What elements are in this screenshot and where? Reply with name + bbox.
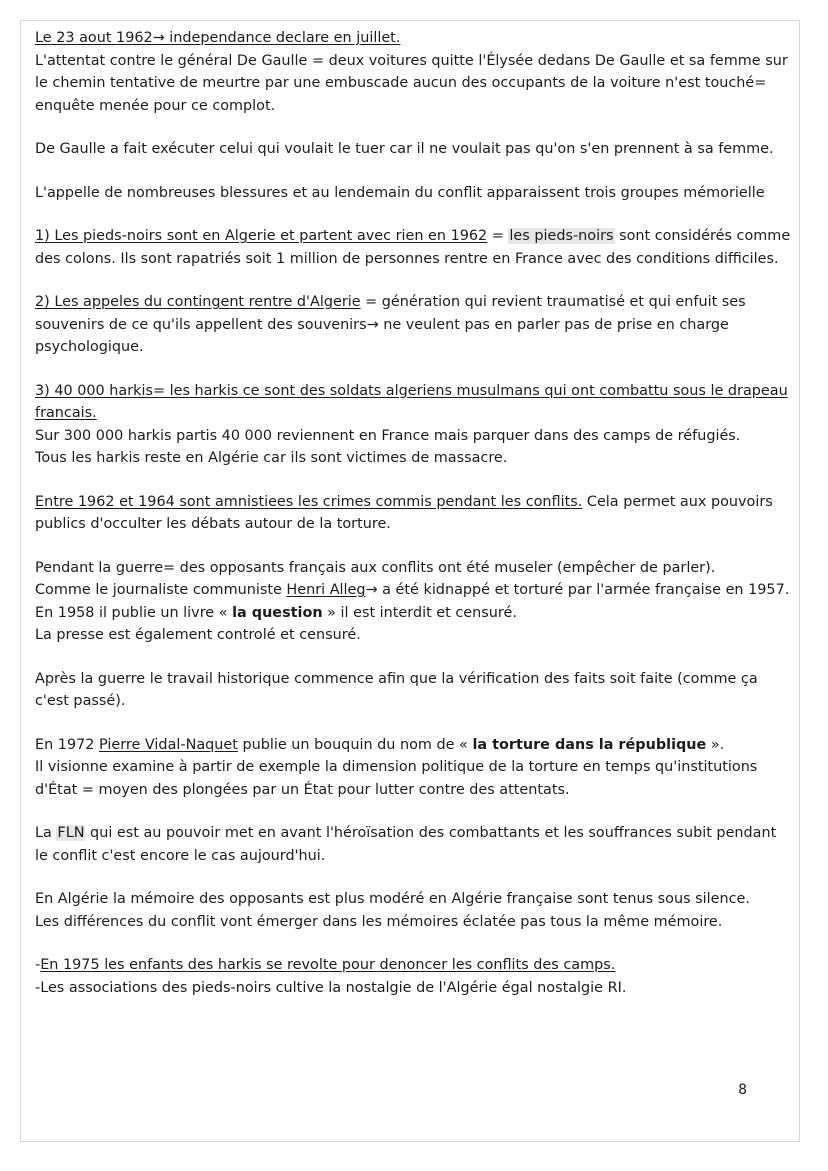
text-harkis-retour: Sur 300 000 harkis partis 40 000 reviennent en France mais parquer dans des camps de réfugiés. — [35, 427, 741, 444]
paragraph-fln — [35, 822, 791, 867]
paragraph-amnistie — [35, 491, 791, 536]
text-differences: Les différences du conflit vont émerger dans les mémoires éclatée pas tous la même mémoire. — [35, 913, 723, 930]
text-amnistie: Cela permet aux pouvoirs publics d'occulter les débats autour de la torture. — [35, 493, 773, 532]
paragraph-vidal-naquet — [35, 734, 791, 802]
paragraph-groupes-memoriels: L'appelle de nombreuses blessures et au lendemain du conflit apparaissent trois groupes mémorielle — [35, 184, 765, 201]
text-1972: En 1972 — [35, 736, 99, 753]
book-la-torture: la torture dans la république — [472, 736, 707, 753]
name-pierre-vidal-naquet: Pierre Vidal-Naquet — [99, 736, 238, 753]
paragraph-harkis — [35, 380, 791, 470]
heading-harkis: 3) 40 000 harkis= les harkis ce sont des soldats algeriens musulmans qui ont combattu sous le drapeau francais. — [35, 382, 788, 421]
text-presse: La presse est également controlé et censuré. — [35, 627, 361, 643]
text-examine: Il visionne examine à partir de exemple la dimension politique de la torture en temps qu'institutions d'État = moyen des plongées par un État pour lutter contre des attentats. — [35, 759, 758, 798]
paragraph-memoire-algerie — [35, 888, 791, 933]
text-memoire-opposants: En Algérie la mémoire des opposants est plus modéré en Algérie française sont tenus sous silence. — [35, 891, 750, 907]
text-heroisation: qui est au pouvoir met en avant l'héroïsation des combattants et les souffrances subit pendant le conflit c'est encore le cas aujourd'hui. — [35, 825, 777, 864]
paragraph-attentat — [35, 27, 791, 117]
heading-pieds-noirs: 1) Les pieds-noirs sont en Algerie et partent avec rien en 1962 — [35, 228, 488, 244]
text-censure: » il est interdit et censuré. — [322, 604, 517, 621]
text-la: La — [35, 825, 57, 841]
document-page — [20, 20, 800, 1142]
paragraph-1975 — [35, 954, 791, 999]
text-pieds-noirs: sont considérés comme des colons. Ils sont rapatriés soit 1 million de personnes rentre en France avec des conditions difficiles. — [35, 228, 791, 267]
text-appeles: = génération qui revient traumatisé et qui enfuit ses souvenirs de ce qu'ils appellent des souvenirs→ ne veulent pas en parler pas de prise en charge psychologique. — [35, 294, 746, 355]
text-1958: En 1958 il publie un livre « — [35, 604, 233, 621]
paragraph-execution: De Gaulle a fait exécuter celui qui voulait le tuer car il ne voulait pas qu'on s'en prennent à sa femme. — [35, 141, 774, 157]
text-bouquin: publie un bouquin du nom de « — [237, 736, 473, 753]
text-kidnappe: → a été kidnappé et torturé par l'armée française en 1957. — [365, 582, 790, 598]
book-la-question: la question — [232, 604, 323, 621]
page-number: 8 — [738, 1082, 747, 1098]
text-journaliste: Comme le journaliste communiste — [35, 582, 287, 598]
highlight-fln: FLN — [57, 825, 85, 841]
heading-independance: Le 23 aout 1962→ independance declare en juillet. — [35, 30, 401, 46]
text-close-quote: ». — [706, 736, 725, 753]
paragraph-pieds-noirs — [35, 225, 791, 270]
paragraph-travail-historique: Après la guerre le travail historique commence afin que la vérification des faits soit faite (comme ça c'est passé). — [35, 670, 758, 709]
dash: - — [35, 957, 41, 973]
text-opposants: Pendant la guerre= des opposants français aux conflits ont été museler (empêcher de parler). — [35, 559, 716, 576]
text-associations: -Les associations des pieds-noirs cultive la nostalgie de l'Algérie égal nostalgie RI. — [35, 979, 627, 996]
text-harkis-massacre: Tous les harkis reste en Algérie car ils sont victimes de massacre. — [35, 450, 508, 466]
page-content — [35, 27, 791, 999]
highlight-pieds-noirs: les pieds-noirs — [509, 228, 614, 244]
heading-amnistie: Entre 1962 et 1964 sont amnistiees les crimes commis pendant les conflits. — [35, 493, 583, 510]
separator: = — [487, 228, 509, 244]
heading-1975: En 1975 les enfants des harkis se revolte pour denoncer les conflits des camps. — [40, 957, 616, 973]
paragraph-appeles — [35, 291, 791, 359]
text-attentat: L'attentat contre le général De Gaulle = deux voitures quitte l'Élysée dedans De Gaulle et sa femme sur le chemin tentative de meurtre par une embuscade aucun des occupants de la voiture n'est touché= enquête menée pour ce complot. — [35, 52, 788, 114]
heading-appeles: 2) Les appeles du contingent rentre d'Algerie — [35, 294, 361, 310]
name-henri-alleg: Henri Alleg — [286, 582, 366, 598]
paragraph-guerre — [35, 557, 791, 647]
